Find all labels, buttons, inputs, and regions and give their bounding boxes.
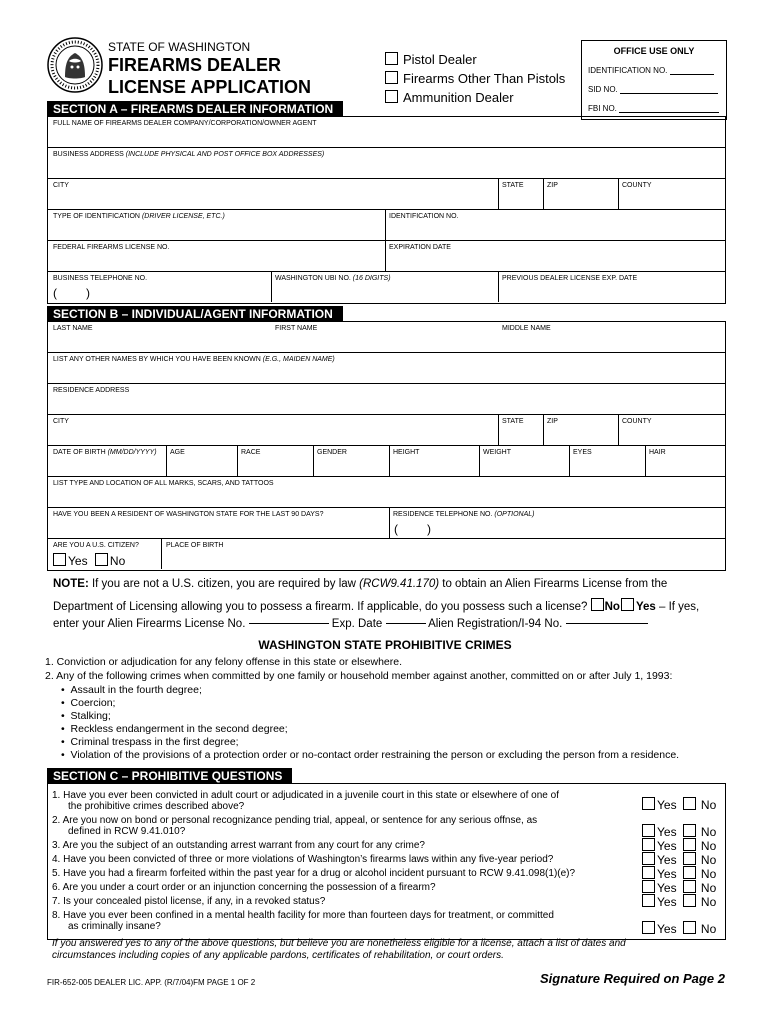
marks-label: LIST TYPE AND LOCATION OF ALL MARKS, SCARS, AND TATTOOS xyxy=(53,480,274,487)
note-line2b: – If yes, xyxy=(658,601,700,613)
alien-license-no-checkbox[interactable] xyxy=(591,598,604,611)
sid-no-row xyxy=(588,85,718,94)
hair-label: HAIR xyxy=(649,449,666,456)
state-name: STATE OF WASHINGTON xyxy=(108,40,251,54)
prev-license-label: PREVIOUS DEALER LICENSE EXP. DATE xyxy=(502,275,638,282)
q4-yes-checkbox[interactable] xyxy=(642,852,655,865)
bullet: • xyxy=(61,736,65,748)
identification-no-row xyxy=(588,66,714,75)
resident-90-label: HAVE YOU BEEN A RESIDENT OF WASHINGTON STATE FOR THE LAST 90 DAYS? xyxy=(53,511,324,518)
question-text: 2. Are you now on bond or personal recognizance pending trial, appeal, or sentence for any serious offnse, as xyxy=(52,815,538,826)
q5-yes-checkbox[interactable] xyxy=(642,866,655,879)
divider xyxy=(498,414,499,445)
business-phone-area-open: ( xyxy=(53,286,57,300)
q5-no-checkbox[interactable] xyxy=(683,866,696,879)
ffl-no-label: FEDERAL FIREARMS LICENSE NO. xyxy=(53,244,170,251)
crime-bullet xyxy=(61,684,202,696)
form-title-line1: FIREARMS DEALER xyxy=(108,55,282,75)
no-label: No xyxy=(700,798,717,812)
divider xyxy=(237,445,238,476)
no-label: No xyxy=(700,881,717,895)
license-type-firearms[interactable] xyxy=(385,69,565,88)
note-line1a: If you are not a U.S. citizen, you are required by law xyxy=(88,578,360,590)
crime-bullet-text: Assault in the fourth degree; xyxy=(70,684,202,696)
q7-yes-checkbox[interactable] xyxy=(642,894,655,907)
yes-label: Yes xyxy=(657,798,677,812)
no-label: No xyxy=(700,922,717,936)
q8-no-checkbox[interactable] xyxy=(683,921,696,934)
sid-no-label: SID NO. xyxy=(588,85,618,94)
note-line1b: to obtain an Alien Firearms License from the xyxy=(439,578,668,590)
weight-label: WEIGHT xyxy=(483,449,511,456)
identification-no-field[interactable] xyxy=(670,74,714,75)
id-type-text: TYPE OF IDENTIFICATION xyxy=(53,213,140,220)
question-7: 7. Is your concealed pistol license, if any, in a revoked status? xyxy=(52,896,326,907)
yes-label: Yes xyxy=(657,867,677,881)
ammunition-dealer-checkbox[interactable] xyxy=(385,90,398,103)
business-phone-area-close: ) xyxy=(86,286,90,300)
divider xyxy=(543,414,544,445)
divider xyxy=(47,476,725,477)
middle-name-label: MIDDLE NAME xyxy=(502,325,551,332)
dob-label xyxy=(53,449,157,456)
q8-answer xyxy=(642,921,716,936)
alien-license-no-field-label: enter your Alien Firearms License No. xyxy=(53,618,246,630)
crime-bullet-text: Reckless endangerment in the second degree; xyxy=(70,723,288,735)
section-a-heading: SECTION A – FIREARMS DEALER INFORMATION xyxy=(47,101,343,117)
state-label: STATE xyxy=(502,182,524,189)
crime-bullet xyxy=(61,736,239,748)
q2-no-checkbox[interactable] xyxy=(683,824,696,837)
crime-bullet-text: Stalking; xyxy=(70,710,111,722)
crime-bullet-text: Violation of the provisions of a protection order or no-contact order restraining the person or excluding the person from a residence. xyxy=(70,749,680,761)
fbi-no-row xyxy=(588,104,719,113)
question-4: 4. Have you been convicted of three or more violations of Washington’s firearms laws within any five-year period? xyxy=(52,854,554,865)
res-phone-label xyxy=(393,511,534,518)
crime-item-1: 1. Conviction or adjudication for any felony offense in this state or elsewhere. xyxy=(45,656,403,668)
divider xyxy=(618,414,619,445)
question-2 xyxy=(52,815,537,837)
license-type-options xyxy=(385,50,565,107)
divider xyxy=(47,240,725,241)
alien-license-no-field[interactable] xyxy=(249,623,329,624)
q7-answer xyxy=(642,894,716,909)
crime-bullet xyxy=(61,749,679,761)
q1-yes-checkbox[interactable] xyxy=(642,797,655,810)
other-names-text: LIST ANY OTHER NAMES BY WHICH YOU HAVE BEEN KNOWN xyxy=(53,356,261,363)
exp-date-field[interactable] xyxy=(386,623,426,624)
q5-answer xyxy=(642,866,716,881)
yes-label: Yes xyxy=(657,881,677,895)
alien-registration-field-label: Alien Registration/I-94 No. xyxy=(428,618,563,630)
crime-bullet-text: Coercion; xyxy=(70,697,116,709)
question-1 xyxy=(52,790,559,812)
q2-yes-checkbox[interactable] xyxy=(642,824,655,837)
zip-label: ZIP xyxy=(547,182,558,189)
divider xyxy=(498,178,499,209)
res-city-label: CITY xyxy=(53,418,69,425)
id-type-note: (DRIVER LICENSE, ETC.) xyxy=(141,213,225,220)
fbi-no-field[interactable] xyxy=(619,112,719,113)
note-line2 xyxy=(53,598,699,613)
citizen-yes-checkbox[interactable] xyxy=(53,553,66,566)
question-text: 1. Have you ever been convicted in adult court or adjudicated in a juvenile court in this state or elsewhere of one of xyxy=(52,790,559,801)
ubi-text: WASHINGTON UBI NO. xyxy=(275,275,351,282)
res-phone-text: RESIDENCE TELEPHONE NO. xyxy=(393,511,493,518)
license-type-pistol[interactable] xyxy=(385,50,565,69)
question-8 xyxy=(52,910,554,932)
crime-bullet-text: Criminal trespass in the first degree; xyxy=(70,736,239,748)
pistol-dealer-label: Pistol Dealer xyxy=(403,52,477,67)
id-type-label xyxy=(53,213,225,220)
divider xyxy=(385,209,386,271)
citizen-no-label: No xyxy=(109,554,126,568)
place-of-birth-label: PLACE OF BIRTH xyxy=(166,542,224,549)
divider xyxy=(166,445,167,476)
divider xyxy=(47,507,725,508)
business-phone-label: BUSINESS TELEPHONE NO. xyxy=(53,275,148,282)
citizen-options xyxy=(53,553,125,568)
divider xyxy=(479,445,480,476)
section-b-heading: SECTION B – INDIVIDUAL/AGENT INFORMATION xyxy=(47,306,343,322)
divider xyxy=(498,271,499,302)
divider xyxy=(271,271,272,302)
divider xyxy=(645,445,646,476)
question-3: 3. Are you the subject of an outstanding arrest warrant from any court for any crime? xyxy=(52,840,425,851)
no-label: No xyxy=(700,825,717,839)
identification-no-label: IDENTIFICATION NO. xyxy=(389,213,459,220)
business-address-note: (INCLUDE PHYSICAL AND POST OFFICE BOX ADDRESSES) xyxy=(125,151,325,158)
ammunition-dealer-label: Ammunition Dealer xyxy=(403,90,514,105)
q4-no-checkbox[interactable] xyxy=(683,852,696,865)
note-line1 xyxy=(53,578,667,590)
crime-bullet xyxy=(61,710,111,722)
no-label: No xyxy=(700,853,717,867)
bullet: • xyxy=(61,710,65,722)
gender-label: GENDER xyxy=(317,449,347,456)
ubi-note: (16 DIGITS) xyxy=(352,275,391,282)
citizen-yes-label: Yes xyxy=(68,554,88,568)
alien-registration-field[interactable] xyxy=(566,623,648,624)
yes-label: Yes xyxy=(657,839,677,853)
q8-yes-checkbox[interactable] xyxy=(642,921,655,934)
yes-label: Yes xyxy=(657,853,677,867)
city-label: CITY xyxy=(53,182,69,189)
question-text: 8. Have you ever been confined in a mental health facility for more than fourteen days for treatment, or committed xyxy=(52,910,554,921)
divider xyxy=(389,445,390,476)
age-label: AGE xyxy=(170,449,185,456)
divider xyxy=(313,445,314,476)
question-text: as criminally insane? xyxy=(68,921,161,932)
height-label: HEIGHT xyxy=(393,449,420,456)
divider xyxy=(47,147,725,148)
business-address-label xyxy=(53,151,324,158)
divider xyxy=(543,178,544,209)
res-phone-note: (OPTIONAL) xyxy=(494,511,535,518)
divider xyxy=(47,445,725,446)
q6-yes-checkbox[interactable] xyxy=(642,880,655,893)
q3-answer xyxy=(642,838,716,853)
q3-yes-checkbox[interactable] xyxy=(642,838,655,851)
state-seal-logo xyxy=(47,37,103,93)
county-label: COUNTY xyxy=(622,182,652,189)
office-use-box xyxy=(581,40,727,120)
no-label: No xyxy=(700,839,717,853)
other-names-note: (E.G., MAIDEN NAME) xyxy=(262,356,335,363)
divider xyxy=(569,445,570,476)
divider xyxy=(618,178,619,209)
section-c-footnote-2: circumstances including copies of any applicable pardons, certificates of rehabilitation, or court orders. xyxy=(52,950,504,961)
alien-license-no-label: No xyxy=(604,601,620,613)
firearms-other-checkbox[interactable] xyxy=(385,71,398,84)
yes-label: Yes xyxy=(657,922,677,936)
bullet: • xyxy=(61,749,65,761)
citizen-no-checkbox[interactable] xyxy=(95,553,108,566)
crime-item-2: 2. Any of the following crimes when committed by one family or household member against another, committed on or after July 1, 1993: xyxy=(45,670,673,682)
q6-answer xyxy=(642,880,716,895)
dob-note: (MM/DD/YYYY) xyxy=(107,449,157,456)
res-phone-area-open: ( xyxy=(394,522,398,536)
res-phone-area-close: ) xyxy=(427,522,431,536)
section-c-heading: SECTION C – PROHIBITIVE QUESTIONS xyxy=(47,768,292,784)
no-label: No xyxy=(700,867,717,881)
race-label: RACE xyxy=(241,449,261,456)
divider xyxy=(47,209,725,210)
prohibitive-crimes-title: WASHINGTON STATE PROHIBITIVE CRIMES xyxy=(258,638,512,652)
signature-required-note: Signature Required on Page 2 xyxy=(540,971,725,986)
first-name-label: FIRST NAME xyxy=(275,325,318,332)
q3-no-checkbox[interactable] xyxy=(683,838,696,851)
yes-label: Yes xyxy=(657,895,677,909)
divider xyxy=(47,383,725,384)
q4-answer xyxy=(642,852,716,867)
res-state-label: STATE xyxy=(502,418,524,425)
no-label: No xyxy=(700,895,717,909)
sid-no-field[interactable] xyxy=(620,93,718,94)
residence-address-label: RESIDENCE ADDRESS xyxy=(53,387,130,394)
office-use-title: OFFICE USE ONLY xyxy=(613,46,695,56)
divider xyxy=(47,178,725,179)
license-type-ammunition[interactable] xyxy=(385,88,565,107)
exp-date-field-label: Exp. Date xyxy=(331,618,383,630)
form-number: FIR-652-005 DEALER LIC. APP. (R/7/04)FM PAGE 1 OF 2 xyxy=(47,978,256,987)
divider xyxy=(161,538,162,569)
crime-bullet xyxy=(61,697,115,709)
q1-answer xyxy=(642,797,716,812)
divider xyxy=(47,538,725,539)
pistol-dealer-checkbox[interactable] xyxy=(385,52,398,65)
q6-no-checkbox[interactable] xyxy=(683,880,696,893)
alien-license-yes-label: Yes xyxy=(635,601,656,613)
q1-no-checkbox[interactable] xyxy=(683,797,696,810)
note-rcw: (RCW9.41.170) xyxy=(359,578,440,590)
citizen-label: ARE YOU A U.S. CITIZEN? xyxy=(53,542,139,549)
divider xyxy=(47,352,725,353)
res-county-label: COUNTY xyxy=(622,418,652,425)
dob-text: DATE OF BIRTH xyxy=(53,449,106,456)
alien-license-yes-checkbox[interactable] xyxy=(621,598,634,611)
question-text: defined in RCW 9.41.010? xyxy=(68,826,186,837)
res-zip-label: ZIP xyxy=(547,418,558,425)
section-c-footnote-1: If you answered yes to any of the above questions, but believe you are nonetheless eligible for a license, attach a list of dates and xyxy=(52,938,626,949)
divider xyxy=(47,414,725,415)
bullet: • xyxy=(61,697,65,709)
bullet: • xyxy=(61,684,65,696)
fbi-no-label: FBI NO. xyxy=(588,104,617,113)
question-5: 5. Have you had a firearm forfeited within the past year for a drug or alcohol incident pursuant to RCW 9.41.098(1)(e)? xyxy=(52,868,576,879)
q2-answer xyxy=(642,824,716,839)
yes-label: Yes xyxy=(657,825,677,839)
form-title xyxy=(108,54,311,98)
note-label: NOTE: xyxy=(53,578,89,590)
identification-no-label: IDENTIFICATION NO. xyxy=(588,66,668,75)
question-text: the prohibitive crimes described above? xyxy=(68,801,245,812)
eyes-label: EYES xyxy=(573,449,592,456)
q7-no-checkbox[interactable] xyxy=(683,894,696,907)
divider xyxy=(47,271,725,272)
form-title-line2: LICENSE APPLICATION xyxy=(108,77,312,97)
question-6: 6. Are you under a court order or an injunction concerning the possession of a firearm? xyxy=(52,882,436,893)
full-name-label: FULL NAME OF FIREARMS DEALER COMPANY/CORPORATION/OWNER AGENT xyxy=(53,120,317,127)
bullet: • xyxy=(61,723,65,735)
note-line3 xyxy=(53,618,648,630)
other-names-label xyxy=(53,356,335,363)
business-address-text: BUSINESS ADDRESS xyxy=(53,151,124,158)
expiration-date-label: EXPIRATION DATE xyxy=(389,244,451,251)
divider xyxy=(389,507,390,538)
crime-bullet xyxy=(61,723,288,735)
firearms-other-label: Firearms Other Than Pistols xyxy=(403,71,566,86)
ubi-label xyxy=(275,275,391,282)
last-name-label: LAST NAME xyxy=(53,325,93,332)
note-line2a: Department of Licensing allowing you to possess a firearm. If applicable, do you possess such a license? xyxy=(53,601,588,613)
